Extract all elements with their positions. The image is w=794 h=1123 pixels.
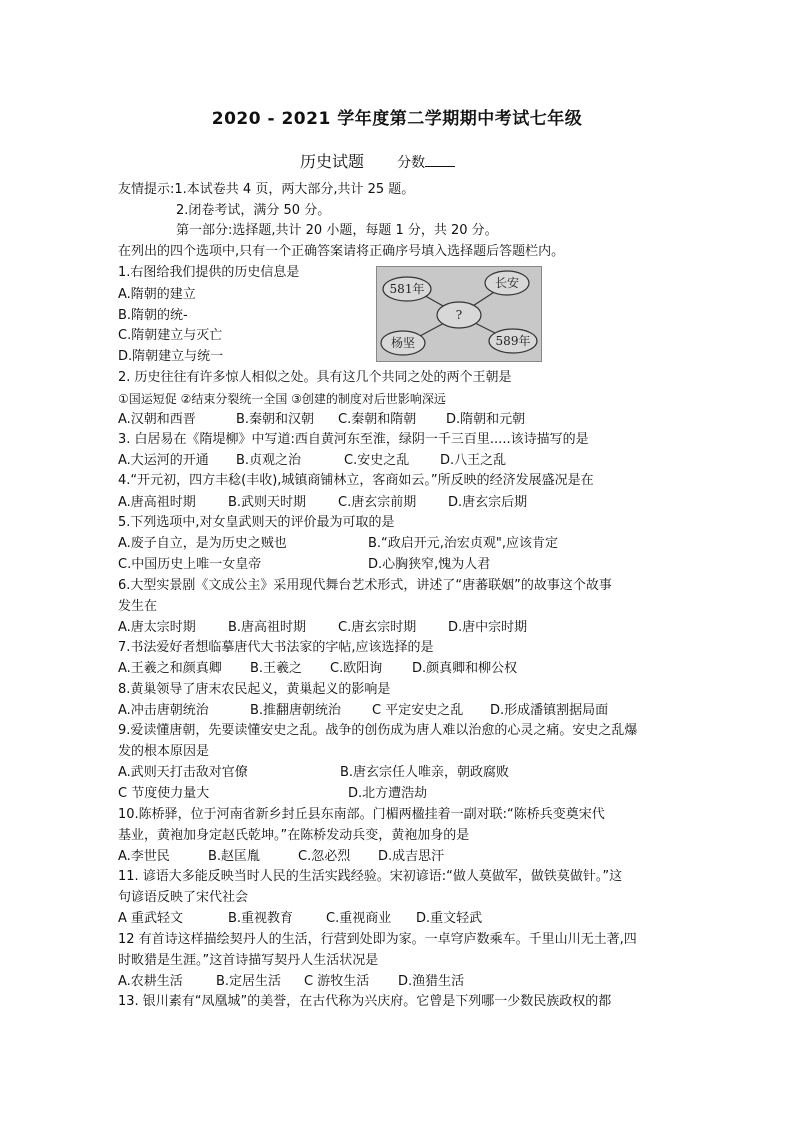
q10-option-d: D.成吉思汗: [378, 849, 445, 864]
q11-option-c: C.重视商业: [326, 911, 392, 926]
score-field: [397, 155, 455, 171]
q10-option-b: B.赵匡胤: [208, 849, 261, 864]
q9-option-c: C 节度使力量大: [118, 786, 210, 801]
question-13-stem: 13. 银川素有“凤凰城”的美誉，在古代称为兴庆府。它曾是下列哪一少数民族政权的都: [118, 994, 612, 1009]
q12-option-b: B.定居生活: [216, 974, 282, 989]
question-8-stem: 8.黄巢领导了唐末农民起义，黄巢起义的影响是: [118, 682, 391, 697]
score-blank: [425, 153, 455, 167]
question-10-stem: 10.陈桥驿，位于河南省新乡封丘县东南部。门楣两楹挂着一副对联:“陈桥兵变奠宋代: [118, 807, 605, 822]
q7-option-c: C.欧阳询: [330, 661, 383, 676]
diagram-node-3: 杨坚: [390, 336, 416, 350]
question-2-stem-line2: ①国运短促 ②结束分裂统一全国 ③创建的制度对后世影响深远: [118, 392, 446, 406]
q3-option-b: B.贞观之治: [236, 453, 302, 468]
diagram-node-2: 长安: [494, 276, 520, 290]
q2-option-c: C.秦朝和隋朝: [338, 412, 417, 427]
question-9-stem: 9.爱读懂唐朝，先要读懂安史之乱。战争的创伤成为唐人难以治愈的心灵之痛。安史之乱爆: [118, 723, 638, 738]
intro-line-1: 友情提示:1.本试卷共 4 页，两大部分,共计 25 题。: [118, 182, 415, 197]
q1-mindmap: [377, 267, 541, 361]
q1-diagram-image: [376, 266, 542, 362]
q7-option-b: B.王羲之: [250, 661, 303, 676]
q5-option-c: C.中国历史上唯一女皇帝: [118, 557, 262, 572]
q10-option-c: C.忽必烈: [298, 849, 351, 864]
q1-option-d: D.隋朝建立与统一: [118, 349, 224, 364]
q4-option-b: B.武则天时期: [228, 495, 307, 510]
question-9-stem-line2: 发的根本原因是: [118, 744, 210, 759]
q3-option-d: D.八王之乱: [440, 453, 507, 468]
q11-option-a: A 重武轻文: [118, 911, 184, 926]
question-3-stem: 3. 白居易在《隋堤柳》中写道:西自黄河东至淮，绿阴一千三百里.....该诗描写的是: [118, 432, 589, 447]
q2-option-a: A.汉朝和西晋: [118, 412, 196, 427]
q12-option-d: D.渔猎生活: [398, 974, 465, 989]
q7-option-d: D.颜真卿和柳公权: [412, 661, 518, 676]
q4-option-c: C.唐玄宗前期: [338, 495, 417, 510]
question-1-stem: 1.右图给我们提供的历史信息是: [118, 265, 300, 280]
question-11-stem-line2: 句谚语反映了宋代社会: [118, 890, 249, 905]
q9-option-b: B.唐玄宗任人唯亲，朝政腐败: [340, 765, 510, 780]
q5-option-b: B.“政启开元,治宏贞观",应该肯定: [368, 536, 559, 551]
intro-line-4: 在列出的四个选项中,只有一个正确答案请将正确序号填入选择题后答题栏内。: [118, 244, 565, 259]
q6-option-a: A.唐太宗时期: [118, 620, 196, 635]
question-7-stem: 7.书法爱好者想临摹唐代大书法家的字帖,应该选择的是: [118, 640, 434, 655]
exam-title: 2020 - 2021 学年度第二学期期中考试七年级: [211, 109, 583, 129]
q9-option-d: D.北方遭浩劫: [348, 786, 428, 801]
diagram-node-4: 589年: [495, 334, 531, 348]
q10-option-a: A.李世民: [118, 849, 170, 864]
q5-option-d: D.心胸狭窄,愧为人君: [368, 557, 491, 572]
diagram-center-label: ?: [455, 308, 463, 322]
q8-option-b: B.推翻唐朝统治: [250, 703, 342, 718]
q4-option-d: D.唐玄宗后期: [448, 495, 528, 510]
q7-option-a: A.王羲之和颜真卿: [118, 661, 222, 676]
q1-option-b: B.隋朝的统-: [118, 308, 188, 323]
question-6-stem: 6.大型实景剧《文成公主》采用现代舞台艺术形式，讲述了“唐蕃联姻”的故事这个故事: [118, 578, 612, 593]
q5-option-a: A.废子自立，是为历史之贼也: [118, 536, 287, 551]
q8-option-c: C 平定安史之乱: [372, 703, 464, 718]
question-11-stem: 11. 谚语大多能反映当时人民的生活实践经验。宋初谚语:“做人莫做军，做铁莫做针。”这: [118, 869, 623, 884]
q12-option-c: C 游牧生活: [304, 974, 370, 989]
q9-option-a: A.武则天打击敌对官僚: [118, 765, 248, 780]
q11-option-d: D.重文轻武: [416, 911, 483, 926]
q3-option-c: C.安史之乱: [344, 453, 410, 468]
q6-option-d: D.唐中宗时期: [448, 620, 528, 635]
question-12-stem-line2: 时畋猎是生涯。”这首诗描写契丹人生活状况是: [118, 953, 379, 968]
question-5-stem: 5.下列选项中,对女皇武则天的评价最为可取的是: [118, 515, 395, 530]
q8-option-a: A.冲击唐朝统治: [118, 703, 209, 718]
intro-line-3: 第一部分:选择题,共计 20 小题，每题 1 分，共 20 分。: [176, 223, 498, 238]
question-4-stem: 4.“开元初，四方丰稔(丰收),城镇商铺林立，客商如云。”所反映的经济发展盛况是在: [118, 473, 594, 488]
q4-option-a: A.唐高祖时期: [118, 495, 196, 510]
score-label: 分数: [397, 155, 426, 171]
question-2-stem: 2. 历史往往有许多惊人相似之处。具有这几个共同之处的两个王朝是: [118, 370, 512, 385]
q8-option-d: D.形成潘镇割据局面: [490, 703, 609, 718]
q6-option-c: C.唐玄宗时期: [338, 620, 417, 635]
question-6-stem-line2: 发生在: [118, 599, 158, 614]
q1-option-c: C.隋朝建立与灭亡: [118, 328, 223, 343]
q12-option-a: A.农耕生活: [118, 974, 183, 989]
q11-option-b: B.重视教育: [228, 911, 294, 926]
subject-title: 历史试题: [300, 152, 365, 171]
q1-option-a: A.隋朝的建立: [118, 287, 196, 302]
q2-option-b: B.秦朝和汉朝: [236, 412, 315, 427]
question-12-stem: 12 有首诗这样描绘契丹人的生活，行营到处即为家。一卓穹庐数乘车。千里山川无土著,四: [118, 932, 637, 947]
exam-subtitle: [300, 149, 455, 172]
q2-option-d: D.隋朝和元朝: [446, 412, 526, 427]
diagram-node-1: 581年: [389, 282, 425, 296]
q6-option-b: B.唐高祖时期: [228, 620, 307, 635]
question-10-stem-line2: 基业，黄袍加身定赵氏乾坤。”在陈桥发动兵变，黄袍加身的是: [118, 828, 470, 843]
q3-option-a: A.大运河的开通: [118, 453, 209, 468]
intro-line-2: 2.闭卷考试，满分 50 分。: [176, 203, 331, 218]
